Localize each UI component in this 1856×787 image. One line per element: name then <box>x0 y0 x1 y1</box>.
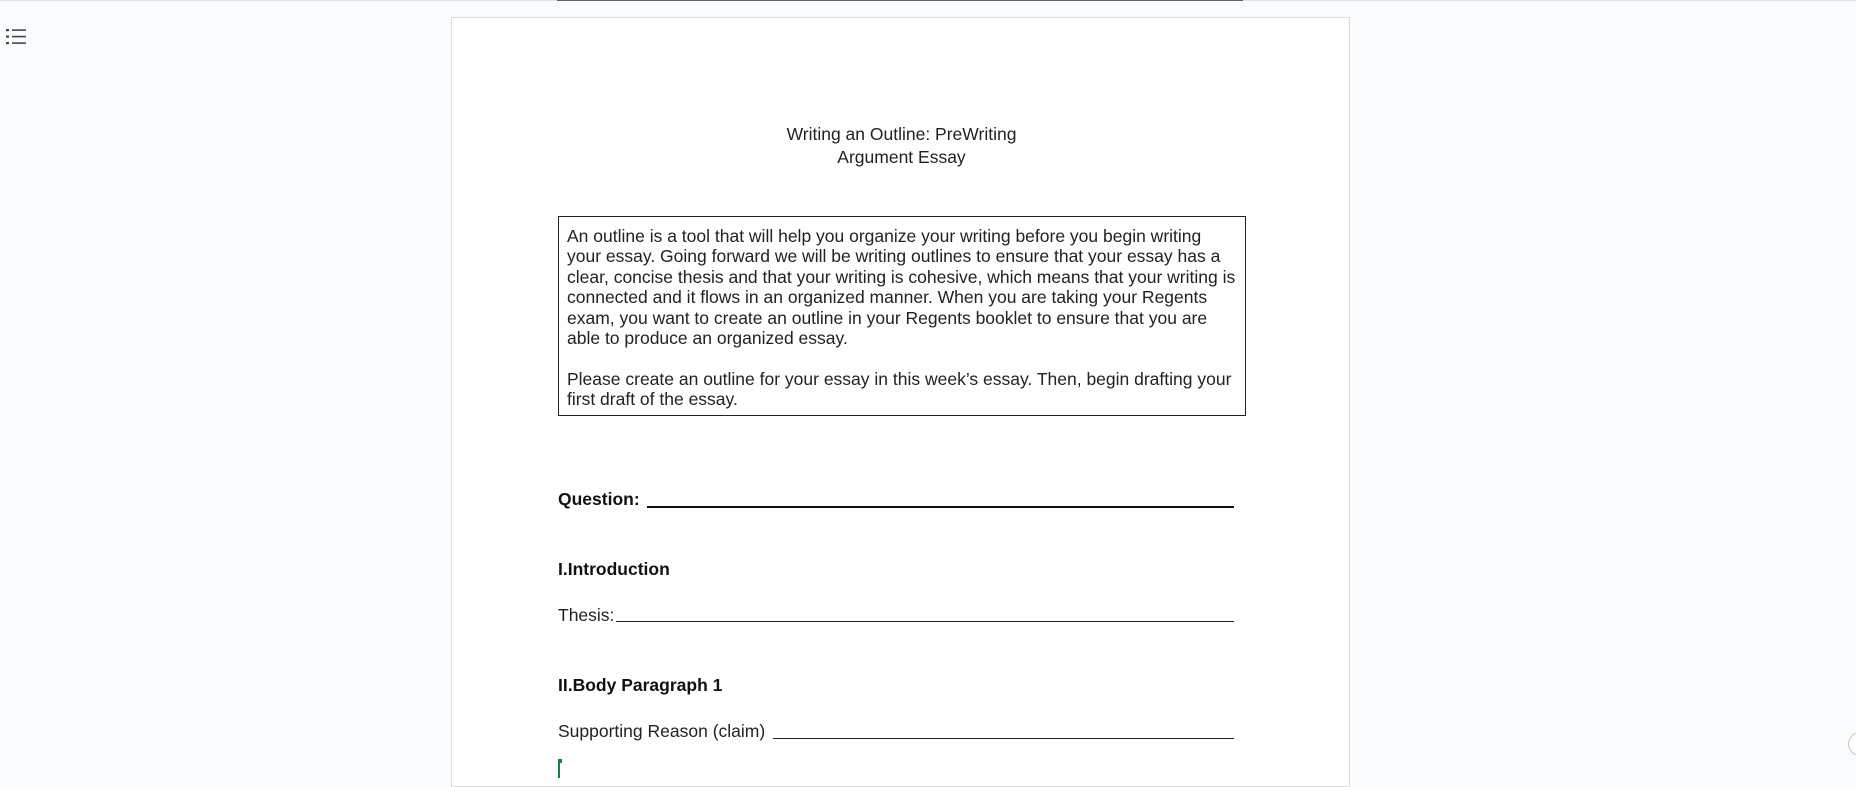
instructions-paragraph-1: An outline is a tool that will help you organize your writing before you begin writing your essay. Going forward we will be writing outlines to ensure that your essay has a clear, concise thesis and that your writing is cohesive, which means that your writing is connected and it flows in an organized manner. When you are taking your Regents exam, you want to create an outline in your Regents booklet to ensure that you are able to produce an organized essay. <box>567 226 1236 349</box>
instructions-paragraph-2: Please create an outline for your essay in this week’s essay. Then, begin drafting your first draft of the essay. <box>567 368 1232 410</box>
supporting-reason-label: Supporting Reason (claim) <box>558 721 766 741</box>
question-answer-line <box>647 506 1234 508</box>
thesis-answer-line <box>616 621 1234 622</box>
previous-page-edge <box>557 0 1243 1</box>
document-outline-list-icon[interactable] <box>5 27 29 47</box>
document-title: Writing an Outline: PreWriting <box>786 124 1017 144</box>
document-subtitle: Argument Essay <box>837 147 966 167</box>
section-heading-introduction: I.Introduction <box>558 559 670 579</box>
instructions-box <box>558 216 1246 416</box>
text-cursor-flag <box>558 759 562 763</box>
document-page[interactable] <box>451 17 1350 787</box>
thesis-label: Thesis: <box>558 605 615 625</box>
section-heading-body-paragraph-1: II.Body Paragraph 1 <box>558 675 723 695</box>
question-label: Question: <box>558 489 640 509</box>
side-panel-button[interactable] <box>1848 732 1856 756</box>
supporting-reason-answer-line <box>773 738 1234 739</box>
